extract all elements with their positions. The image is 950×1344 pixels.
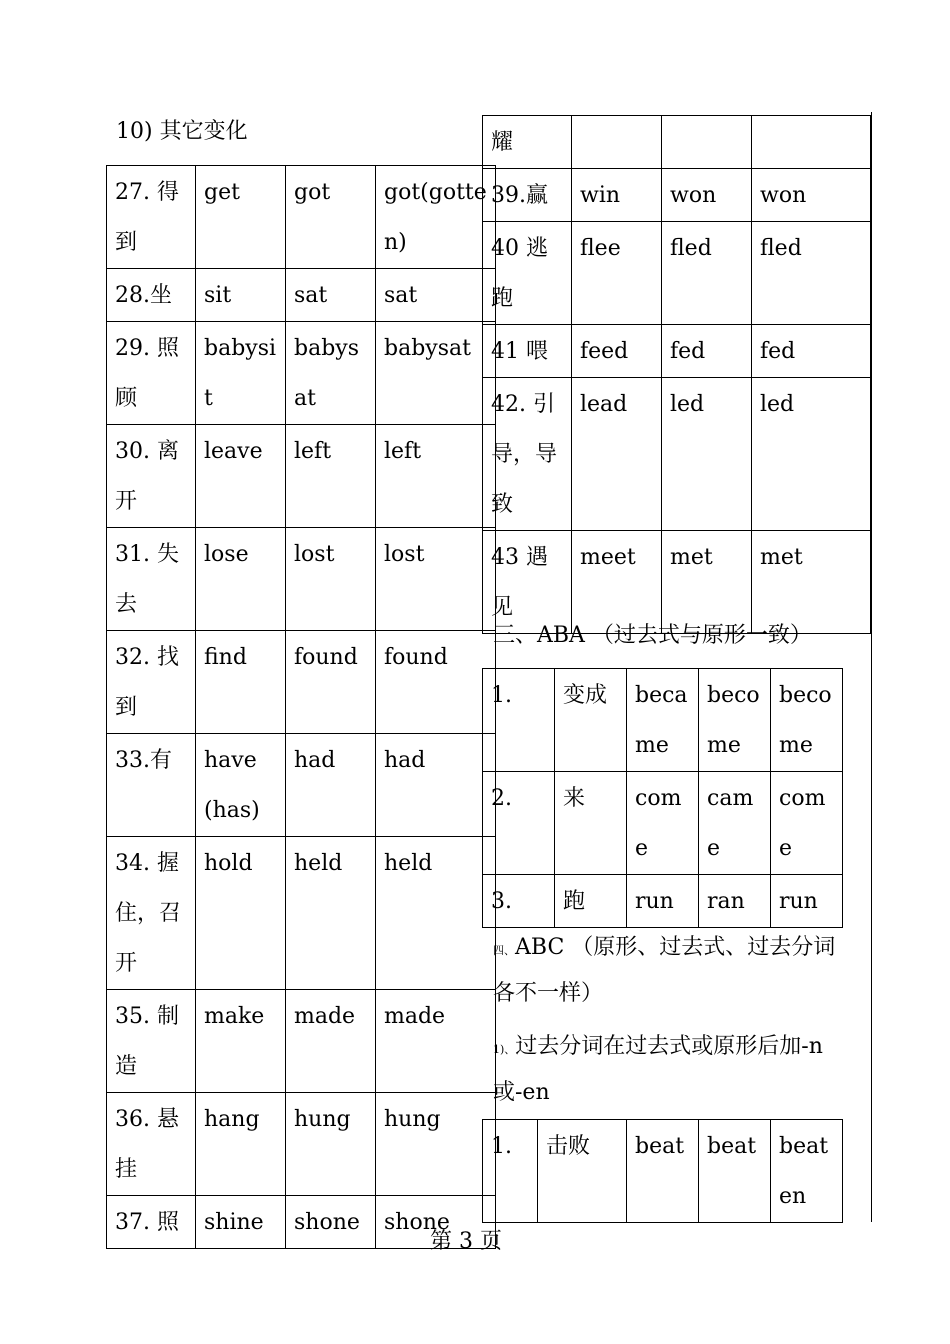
table-cell: 29. 照顾 <box>107 322 196 425</box>
table-cell: won <box>752 169 871 222</box>
aba-table <box>482 668 843 928</box>
table-cell: fled <box>752 222 871 325</box>
table-cell: 34. 握住，召开 <box>107 837 196 990</box>
table-cell: beat <box>627 1120 699 1223</box>
table-row <box>107 631 496 734</box>
table-cell: made <box>376 990 496 1093</box>
table-cell: 32. 找到 <box>107 631 196 734</box>
table-cell: ran <box>699 875 771 928</box>
table-row <box>107 269 496 322</box>
subsection-1-title <box>493 1024 843 1116</box>
table-cell: shone <box>376 1196 496 1249</box>
table-cell: flee <box>572 222 662 325</box>
table-cell: lose <box>196 528 286 631</box>
table-cell: 41 喂 <box>483 325 572 378</box>
table-cell: 2. <box>483 772 555 875</box>
table-cell: become <box>771 669 843 772</box>
table-cell: hung <box>286 1093 376 1196</box>
table-cell: found <box>286 631 376 734</box>
table-row <box>483 116 871 169</box>
table-cell <box>572 116 662 169</box>
table-cell: lost <box>286 528 376 631</box>
right-top-verb-table <box>482 115 871 634</box>
table-cell: lost <box>376 528 496 631</box>
table-cell: had <box>286 734 376 837</box>
table-row <box>107 528 496 631</box>
subsection-1-text: 过去分词在过去式或原形后加-n 或-en <box>493 1034 823 1105</box>
table-cell: fed <box>752 325 871 378</box>
table-cell: fed <box>662 325 752 378</box>
table-cell: 40 逃跑 <box>483 222 572 325</box>
table-cell: won <box>662 169 752 222</box>
table-cell: get <box>196 166 286 269</box>
table-cell: led <box>662 378 752 531</box>
table-cell: meet <box>572 531 662 634</box>
table-cell: sat <box>376 269 496 322</box>
table-cell: became <box>627 669 699 772</box>
table-cell: 37. 照 <box>107 1196 196 1249</box>
table-cell: hang <box>196 1093 286 1196</box>
table-cell: left <box>376 425 496 528</box>
table-cell: 31. 失去 <box>107 528 196 631</box>
table-cell: run <box>771 875 843 928</box>
table-cell: babysat <box>286 322 376 425</box>
table-cell: 耀 <box>483 116 572 169</box>
abc-table <box>482 1119 843 1223</box>
table-cell: beaten <box>771 1120 843 1223</box>
table-cell: made <box>286 990 376 1093</box>
table-row <box>483 531 871 634</box>
table-cell: got <box>286 166 376 269</box>
table-row <box>107 990 496 1093</box>
table-cell: feed <box>572 325 662 378</box>
table-cell: beat <box>699 1120 771 1223</box>
table-cell: 27. 得到 <box>107 166 196 269</box>
table-row <box>107 734 496 837</box>
table-row <box>107 322 496 425</box>
table-cell: 变成 <box>555 669 627 772</box>
table-cell: sit <box>196 269 286 322</box>
table-cell: 33.有 <box>107 734 196 837</box>
table-cell: held <box>376 837 496 990</box>
table-cell: found <box>376 631 496 734</box>
table-row <box>483 875 843 928</box>
section-4-prefix: 四、 <box>493 944 515 957</box>
table-row <box>107 837 496 990</box>
table-cell: fled <box>662 222 752 325</box>
table-cell: led <box>752 378 871 531</box>
table-row <box>483 325 871 378</box>
table-cell: make <box>196 990 286 1093</box>
table-row <box>483 378 871 531</box>
table-cell: leave <box>196 425 286 528</box>
table-row <box>483 1120 843 1223</box>
table-row <box>483 222 871 325</box>
table-cell: 28.坐 <box>107 269 196 322</box>
section-10-title: 10) 其它变化 <box>116 119 248 144</box>
table-cell: met <box>752 531 871 634</box>
left-verb-table <box>106 165 496 1249</box>
table-cell: have(has) <box>196 734 286 837</box>
table-cell: win <box>572 169 662 222</box>
table-cell: 39.赢 <box>483 169 572 222</box>
table-cell: find <box>196 631 286 734</box>
table-cell: run <box>627 875 699 928</box>
table-cell: 3. <box>483 875 555 928</box>
table-row <box>483 772 843 875</box>
table-cell: met <box>662 531 752 634</box>
table-cell: babysat <box>376 322 496 425</box>
table-cell: shone <box>286 1196 376 1249</box>
table-row <box>483 169 871 222</box>
table-cell: 43 遇见 <box>483 531 572 634</box>
table-cell: hold <box>196 837 286 990</box>
table-cell: come <box>627 772 699 875</box>
table-cell: had <box>376 734 496 837</box>
subsection-1-prefix: 1)、 <box>493 1043 516 1056</box>
table-cell: 1. <box>483 1120 538 1223</box>
table-cell: held <box>286 837 376 990</box>
table-row <box>483 669 843 772</box>
table-cell: 跑 <box>555 875 627 928</box>
table-cell: 30. 离开 <box>107 425 196 528</box>
table-cell: 来 <box>555 772 627 875</box>
table-cell: 35. 制造 <box>107 990 196 1093</box>
table-cell: hung <box>376 1093 496 1196</box>
table-cell: 36. 悬挂 <box>107 1093 196 1196</box>
table-cell: lead <box>572 378 662 531</box>
table-cell <box>752 116 871 169</box>
table-cell: come <box>771 772 843 875</box>
table-cell: left <box>286 425 376 528</box>
table-cell: babysit <box>196 322 286 425</box>
section-3-title: 三、ABA （过去式与原形一致） <box>493 623 812 648</box>
table-cell: sat <box>286 269 376 322</box>
table-cell: 42. 引导，导致 <box>483 378 572 531</box>
table-cell: become <box>699 669 771 772</box>
table-row <box>107 166 496 269</box>
table-row <box>107 425 496 528</box>
page-footer: 第 3 页 <box>430 1229 502 1254</box>
table-cell <box>662 116 752 169</box>
section-4-text: ABC （原形、过去式、过去分词各不一样） <box>493 935 836 1006</box>
table-cell: 击败 <box>538 1120 627 1223</box>
column-divider-line <box>871 112 872 1222</box>
table-cell: got(gotten) <box>376 166 496 269</box>
section-4-title <box>493 925 843 1017</box>
table-row <box>107 1093 496 1196</box>
table-cell: 1. <box>483 669 555 772</box>
table-cell: shine <box>196 1196 286 1249</box>
table-cell: came <box>699 772 771 875</box>
